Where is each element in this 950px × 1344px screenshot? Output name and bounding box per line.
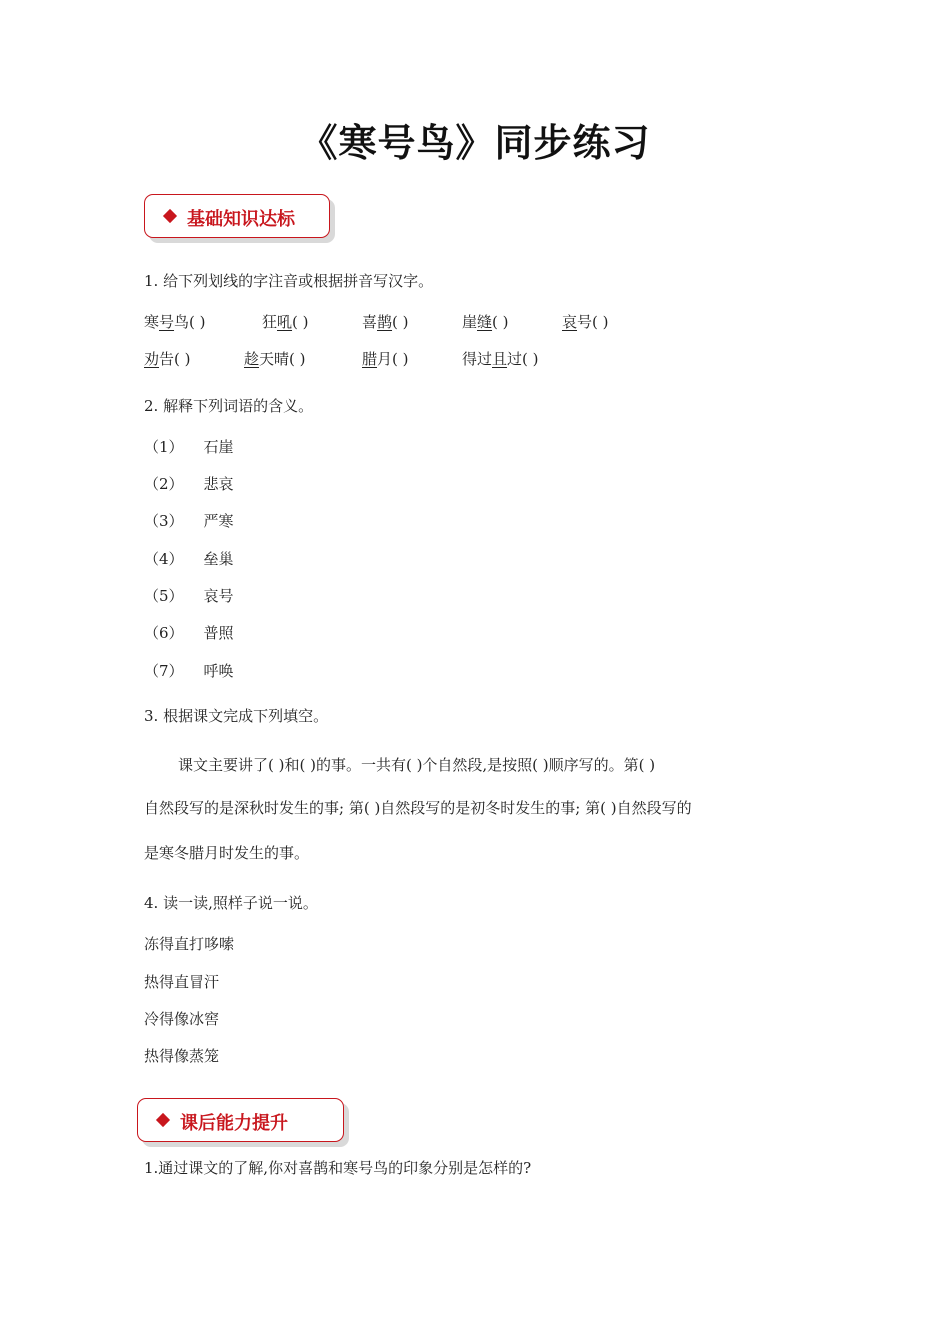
fill-blank-line: 是寒冬腊月时发生的事。 [144,844,310,862]
q1-item: 腊月( ) [362,350,409,368]
q1-item: 喜鹊( ) [362,313,409,331]
question-1-prompt: 1. 给下列划线的字注音或根据拼音写汉字。 [144,272,434,290]
q1-item: 狂吼( ) [262,313,309,331]
q1-item: 寒号鸟( ) [144,313,206,331]
list-item: （1） 石崖 [144,438,234,456]
list-item: 热得直冒汗 [144,973,220,991]
q1-item: 趁天晴( ) [244,350,306,368]
fill-blank-line: 课文主要讲了( )和( )的事。一共有( )个自然段,是按照( )顺序写的。第( ) [178,756,656,774]
list-item: （3） 严寒 [144,512,234,530]
section-banner-advanced [137,1098,344,1142]
page-title: 《寒号鸟》同步练习 [299,121,651,165]
list-item: （5） 哀号 [144,587,234,605]
list-item: 热得像蒸笼 [144,1047,220,1065]
question-4-prompt: 4. 读一读,照样子说一说。 [144,894,318,912]
section2-question-1-prompt: 1.通过课文的了解,你对喜鹊和寒号鸟的印象分别是怎样的? [144,1159,532,1177]
list-item: 冻得直打哆嗦 [144,935,235,953]
question-2-prompt: 2. 解释下列词语的含义。 [144,397,314,415]
section-label: 课后能力提升 [180,1113,288,1134]
q1-item: 得过且过( ) [462,350,539,368]
fill-blank-line: 自然段写的是深秋时发生的事; 第( )自然段写的是初冬时发生的事; 第( )自然段写的 [144,799,692,817]
list-item: 冷得像冰窖 [144,1010,220,1028]
q1-item: 劝告( ) [144,350,191,368]
question-3-prompt: 3. 根据课文完成下列填空。 [144,707,329,725]
section-banner-basic [144,194,330,238]
diamond-icon [156,1113,170,1127]
q1-item: 哀号( ) [562,313,609,331]
list-item: （2） 悲哀 [144,475,234,493]
section-label: 基础知识达标 [187,209,295,230]
list-item: （4） 垒巢 [144,550,234,568]
list-item: （7） 呼唤 [144,662,234,680]
diamond-icon [163,209,177,223]
q1-item: 崖缝( ) [462,313,509,331]
list-item: （6） 普照 [144,624,234,642]
